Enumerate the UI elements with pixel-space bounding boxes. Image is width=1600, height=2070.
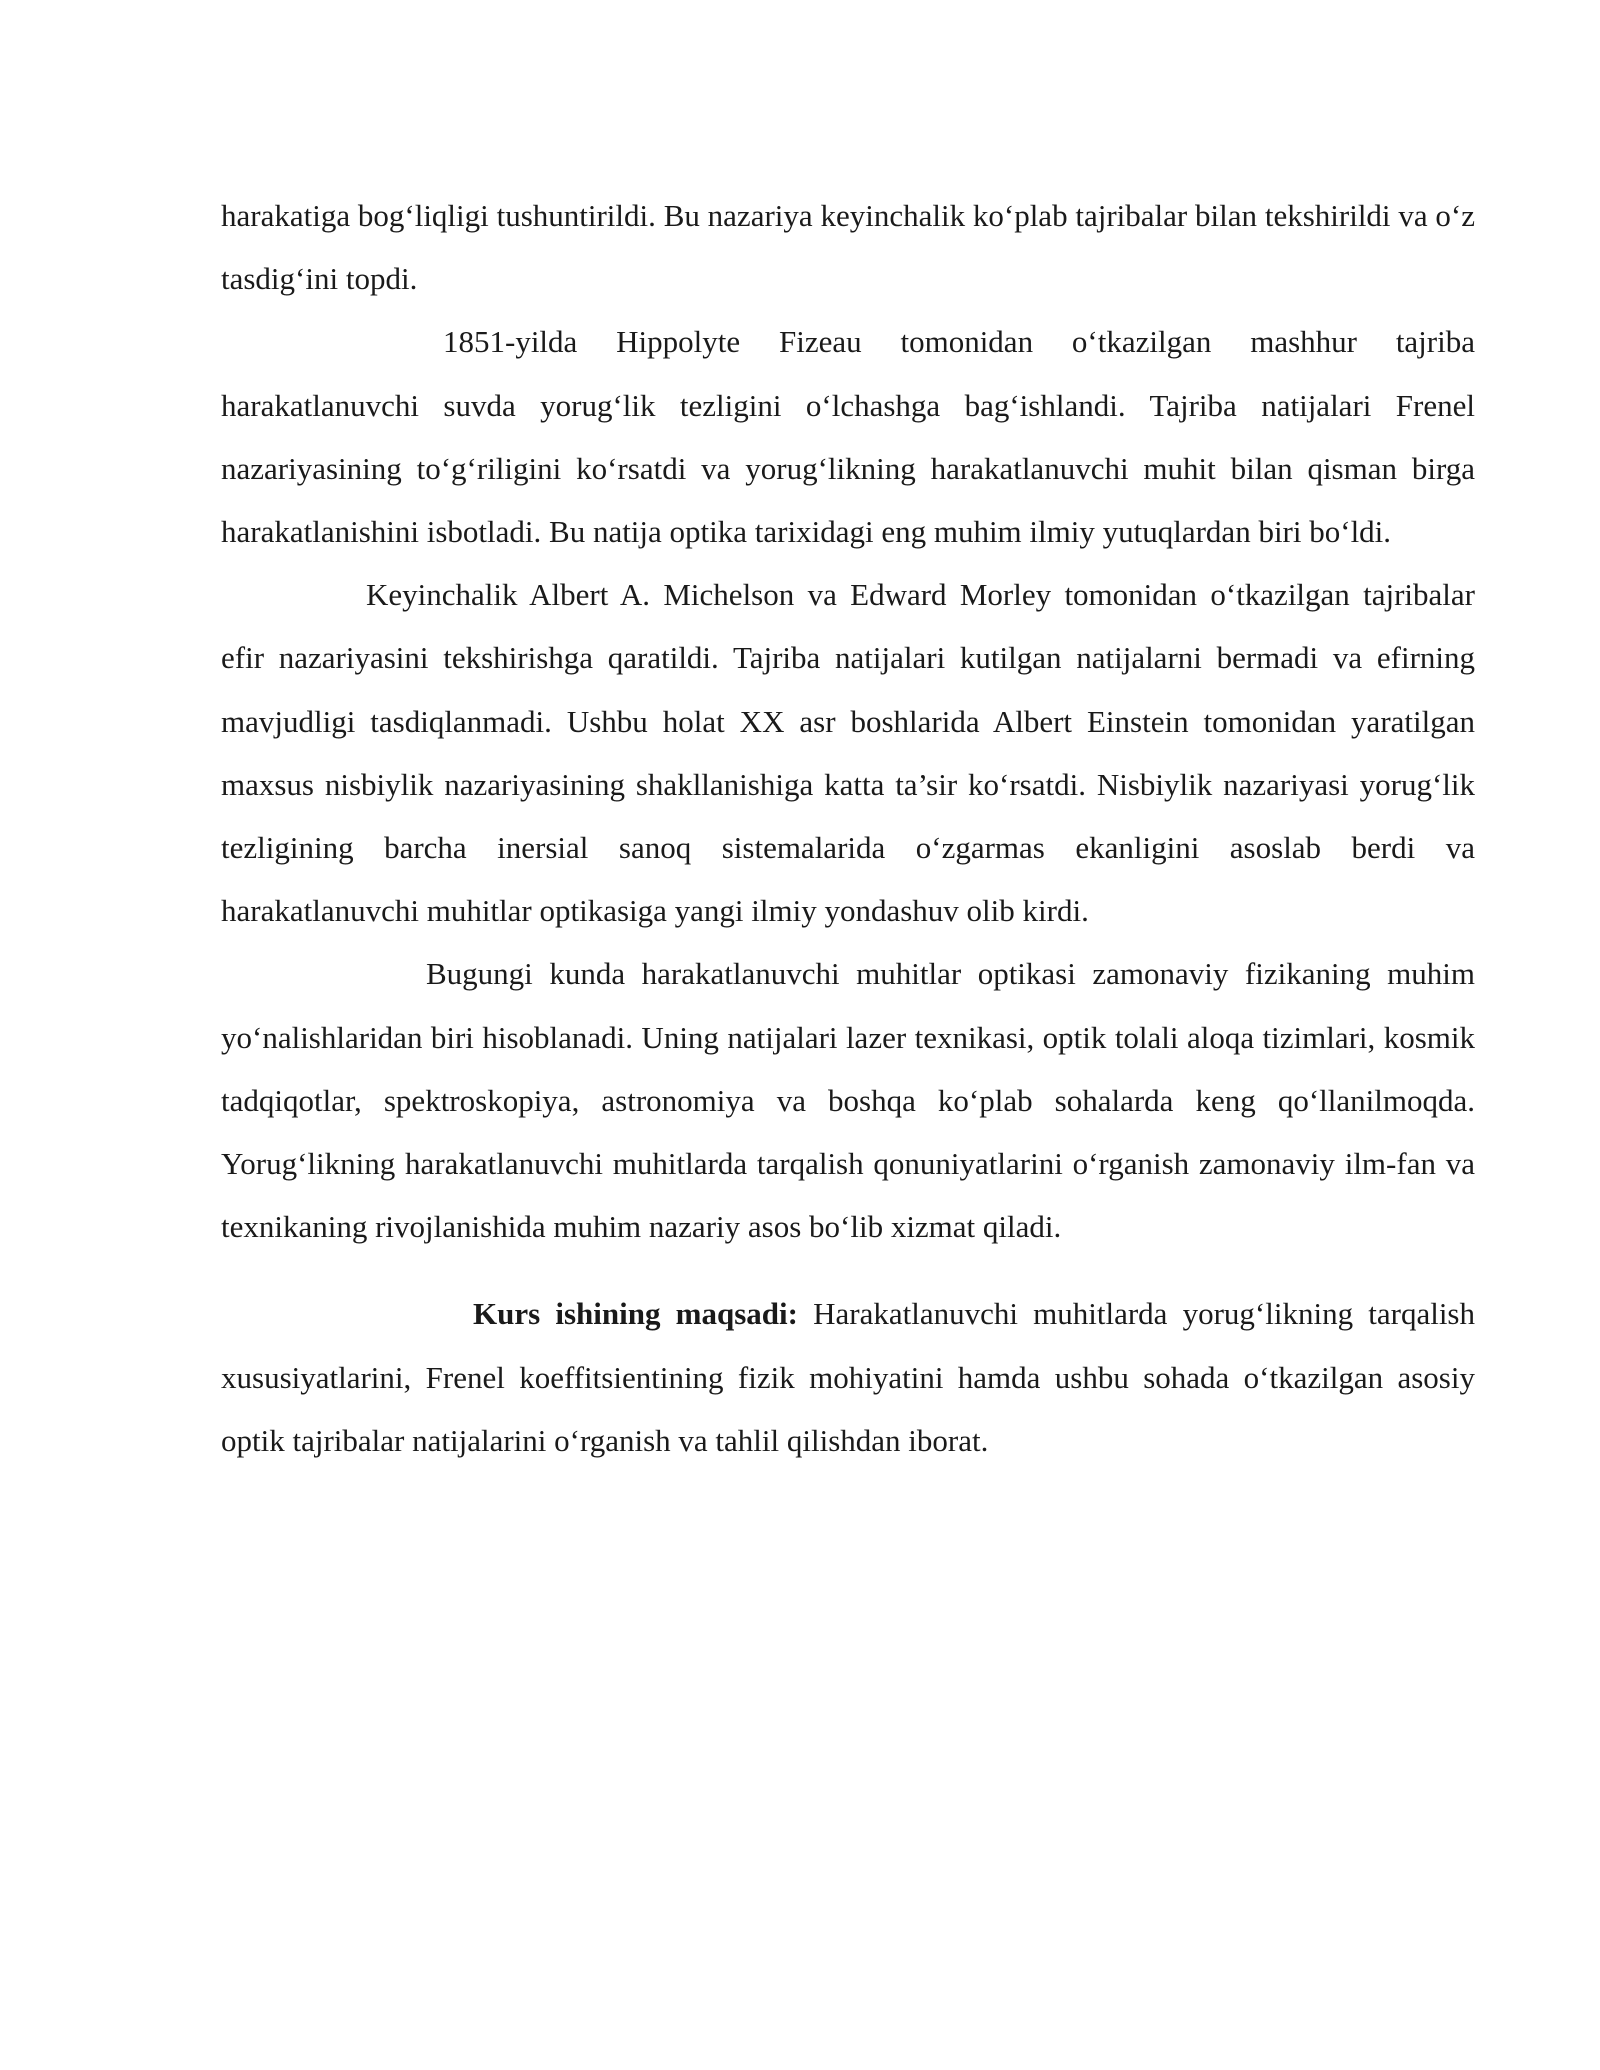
paragraph-intro: harakatiga bog‘liqligi tushuntirildi. Bu nazariya keyinchalik ko‘plab tajribalar bilan tekshirildi va o‘z tasdig‘ini topdi. [221, 198, 1475, 297]
paragraph-fizeau-experiment: 1851-yilda Hippolyte Fizeau tomonidan o‘tkazilgan mashhur tajriba harakatlanuvchi suvda yorug‘lik tezligini o‘lchashga bag‘ishlandi. Tajriba natijalari Frenel nazariyasining to‘g‘riligini ko‘rsatdi va yorug‘likning harakatlanuvchi muhit bilan qisman birga harakatlanishini isbotladi. Bu natija optika tarixidagi eng muhim ilmiy yutuqlardan biri bo‘ldi. [221, 324, 1475, 550]
course-goal-label: Kurs ishining maqsadi: [473, 1296, 798, 1332]
paragraph-course-goal [221, 1282, 1475, 1472]
course-goal-text: Harakatlanuvchi muhitlarda yorug‘likning tarqalish xususiyatlarini, Frenel koeffitsientining fizik mohiyatini hamda ushbu sohada o‘tkazilgan asosiy optik tajribalar natijalarini o‘rganish va tahlil qilishdan iborat. [221, 1296, 1475, 1458]
document-body [221, 184, 1475, 1472]
paragraph-michelson-morley: Keyinchalik Albert A. Michelson va Edward Morley tomonidan o‘tkazilgan tajribalar efir nazariyasini tekshirishga qaratildi. Tajriba natijalari kutilgan natijalarni bermadi va efirning mavjudligi tasdiqlanmadi. Ushbu holat XX asr boshlarida Albert Einstein tomonidan yaratilgan maxsus nisbiylik nazariyasining shakllanishiga katta ta’sir ko‘rsatdi. Nisbiylik nazariyasi yorug‘lik tezligining barcha inersial sanoq sistemalarida o‘zgarmas ekanligini asoslab berdi va harakatlanuvchi muhitlar optikasiga yangi ilmiy yondashuv olib kirdi. [221, 577, 1475, 929]
paragraph-modern-optics: Bugungi kunda harakatlanuvchi muhitlar optikasi zamonaviy fizikaning muhim yo‘nalishlaridan biri hisoblanadi. Uning natijalari lazer texnikasi, optik tolali aloqa tizimlari, kosmik tadqiqotlar, spektroskopiya, astronomiya va boshqa ko‘plab sohalarda keng qo‘llanilmoqda. Yorug‘likning harakatlanuvchi muhitlarda tarqalish qonuniyatlarini o‘rganish zamonaviy ilm-fan va texnikaning rivojlanishida muhim nazariy asos bo‘lib xizmat qiladi. [221, 956, 1475, 1245]
